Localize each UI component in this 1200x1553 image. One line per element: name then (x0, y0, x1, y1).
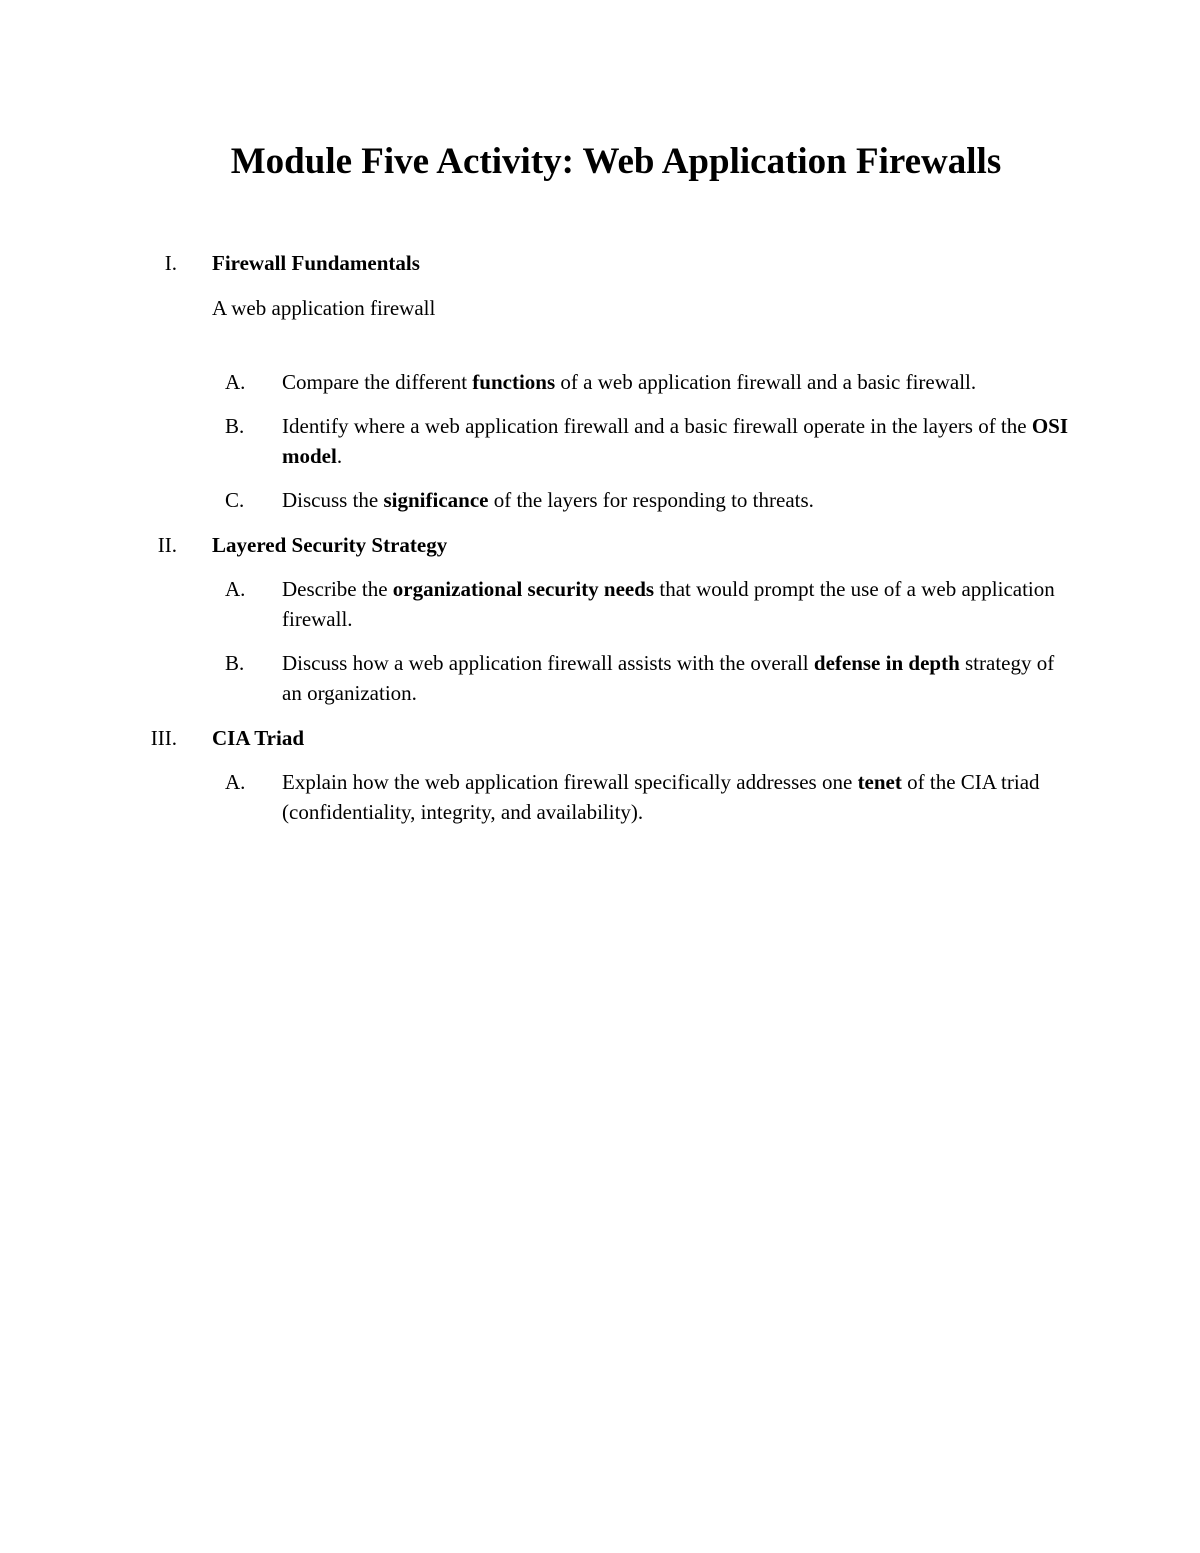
list-item (0, 574, 1200, 634)
item-text-part: of a web application firewall and a basic firewall. (555, 370, 977, 394)
section-header (0, 248, 1200, 278)
spacer (0, 515, 1200, 530)
item-letter: C. (225, 488, 245, 512)
list-item (0, 767, 1200, 827)
section-numeral: II. (157, 533, 177, 557)
item-text-part: Describe the (282, 577, 393, 601)
spacer (0, 323, 1200, 367)
item-keyword: organizational security needs (392, 577, 655, 601)
item-letter: B. (225, 651, 245, 675)
section-cia-triad (0, 723, 1200, 827)
outline (0, 248, 1200, 827)
item-keyword: defense in depth (813, 651, 960, 675)
item-text (282, 574, 1072, 634)
section-header (0, 530, 1200, 560)
section-layered-security-strategy (0, 530, 1200, 708)
item-text-part: Identify where a web application firewall and a basic firewall operate in the layers of the (282, 414, 1032, 438)
item-text-part: . (336, 444, 343, 468)
section-numeral: III. (150, 726, 177, 750)
list-item (0, 648, 1200, 708)
item-text-part: Discuss how a web application firewall assists with the overall (282, 651, 814, 675)
item-list (0, 767, 1200, 827)
item-keyword: OSI model (282, 414, 1069, 468)
list-item (0, 485, 1200, 515)
document-title: Module Five Activity: Web Application Firewalls (230, 141, 1002, 182)
item-list (0, 574, 1200, 708)
item-list (0, 367, 1200, 515)
section-firewall-fundamentals (0, 248, 1200, 515)
item-text (282, 485, 1072, 515)
section-heading: CIA Triad (212, 726, 304, 750)
item-text-part: of the layers for responding to threats. (488, 488, 814, 512)
section-numeral: I. (164, 251, 177, 275)
item-text (282, 767, 1072, 827)
item-text (282, 648, 1072, 708)
item-letter: A. (225, 770, 246, 794)
item-keyword: functions (472, 370, 556, 394)
item-text-part: Compare the different (282, 370, 473, 394)
item-letter: A. (225, 370, 246, 394)
section-header (0, 723, 1200, 753)
section-heading: Firewall Fundamentals (212, 251, 420, 275)
item-text-part: strategy of an organization. (282, 651, 1055, 705)
item-keyword: significance (383, 488, 489, 512)
item-letter: B. (225, 414, 245, 438)
item-text-part: Explain how the web application firewall specifically addresses one (282, 770, 858, 794)
list-item (0, 411, 1200, 471)
item-keyword: tenet (857, 770, 902, 794)
item-text (282, 411, 1072, 471)
item-text-part: that would prompt the use of a web application firewall. (282, 577, 1055, 631)
section-heading: Layered Security Strategy (212, 533, 448, 557)
section-intro: A web application firewall (212, 296, 436, 320)
item-text-part: of the CIA triad (confidentiality, integrity, and availability). (282, 770, 1040, 824)
item-text (282, 367, 1072, 397)
list-item (0, 367, 1200, 397)
item-letter: A. (225, 577, 246, 601)
spacer (0, 708, 1200, 723)
item-text-part: Discuss the (282, 488, 384, 512)
